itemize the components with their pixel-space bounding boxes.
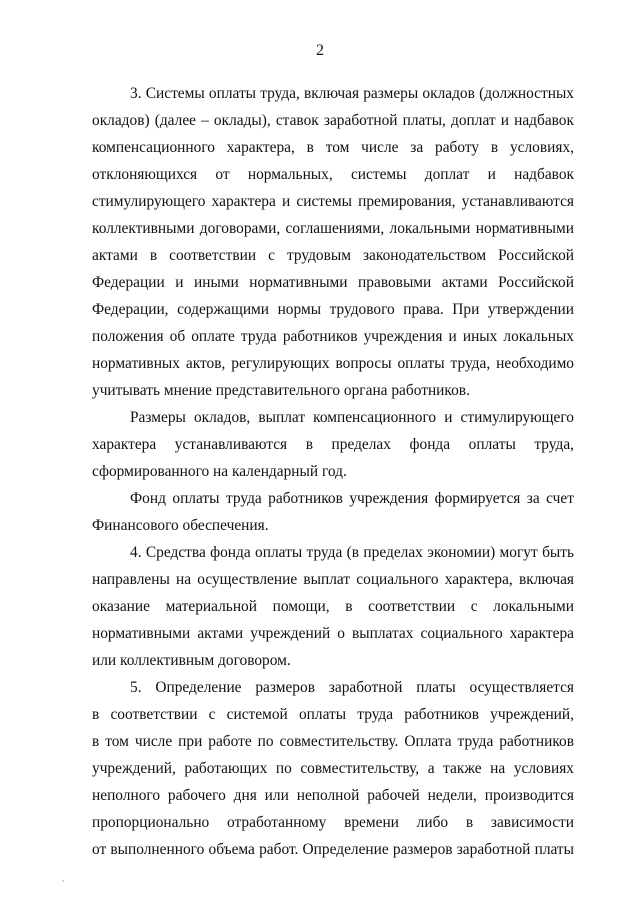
text-line: сформированного на календарный год. (92, 463, 347, 480)
text-line: 4. Средства фонда оплаты труда (в пределах экономии) могут быть (130, 544, 574, 561)
text-line: Финансового обеспечения. (92, 517, 269, 534)
text-line: пропорционально отработанному времени либо в зависимости (92, 814, 574, 831)
text-line: в соответствии с системой оплаты труда работников учреждений, (92, 706, 574, 723)
text-line: положения об оплате труда работников учреждения и иных локальных (92, 328, 574, 345)
text-line: направлены на осуществление выплат социального характера, включая (92, 571, 574, 588)
text-line: окладов) (далее – оклады), ставок заработной платы, доплат и надбавок (92, 112, 574, 129)
page-number: 2 (316, 42, 324, 59)
scan-speck (62, 880, 64, 882)
text-line: или коллективным договором. (92, 652, 291, 669)
text-line: от выполненного объема работ. Определение размеров заработной платы (92, 841, 574, 858)
text-line: отклоняющихся от нормальных, системы доплат и надбавок (92, 166, 574, 183)
text-line: Федерации, содержащими нормы трудового права. При утверждении (92, 301, 574, 318)
text-line: компенсационного характера, в том числе за работу в условиях, (92, 139, 574, 156)
text-line: характера устанавливаются в пределах фонда оплаты труда, (92, 436, 574, 453)
text-line: в том числе при работе по совместительству. Оплата труда работников (92, 733, 574, 750)
text-line: Федерации и иными нормативными правовыми актами Российской (92, 274, 574, 291)
text-line: нормативных актов, регулирующих вопросы оплаты труда, необходимо (92, 355, 574, 372)
text-line: Размеры окладов, выплат компенсационного и стимулирующего (130, 409, 574, 426)
text-line: оказание материальной помощи, в соответствии с локальными (92, 598, 574, 615)
text-line: 3. Системы оплаты труда, включая размеры окладов (должностных (130, 85, 574, 102)
text-line: стимулирующего характера и системы премирования, устанавливаются (92, 193, 574, 210)
text-line: учитывать мнение представительного органа работников. (92, 382, 470, 399)
text-line: Фонд оплаты труда работников учреждения формируется за счет (130, 490, 574, 507)
text-line: коллективными договорами, соглашениями, локальными нормативными (92, 220, 574, 237)
text-line: 5. Определение размеров заработной платы осуществляется (130, 679, 574, 696)
text-line: нормативными актами учреждений о выплатах социального характера (92, 625, 574, 642)
text-line: неполного рабочего дня или неполной рабочей недели, производится (92, 787, 574, 804)
text-line: актами в соответствии с трудовым законодательством Российской (92, 247, 574, 264)
text-line: учреждений, работающих по совместительству, а также на условиях (92, 760, 574, 777)
